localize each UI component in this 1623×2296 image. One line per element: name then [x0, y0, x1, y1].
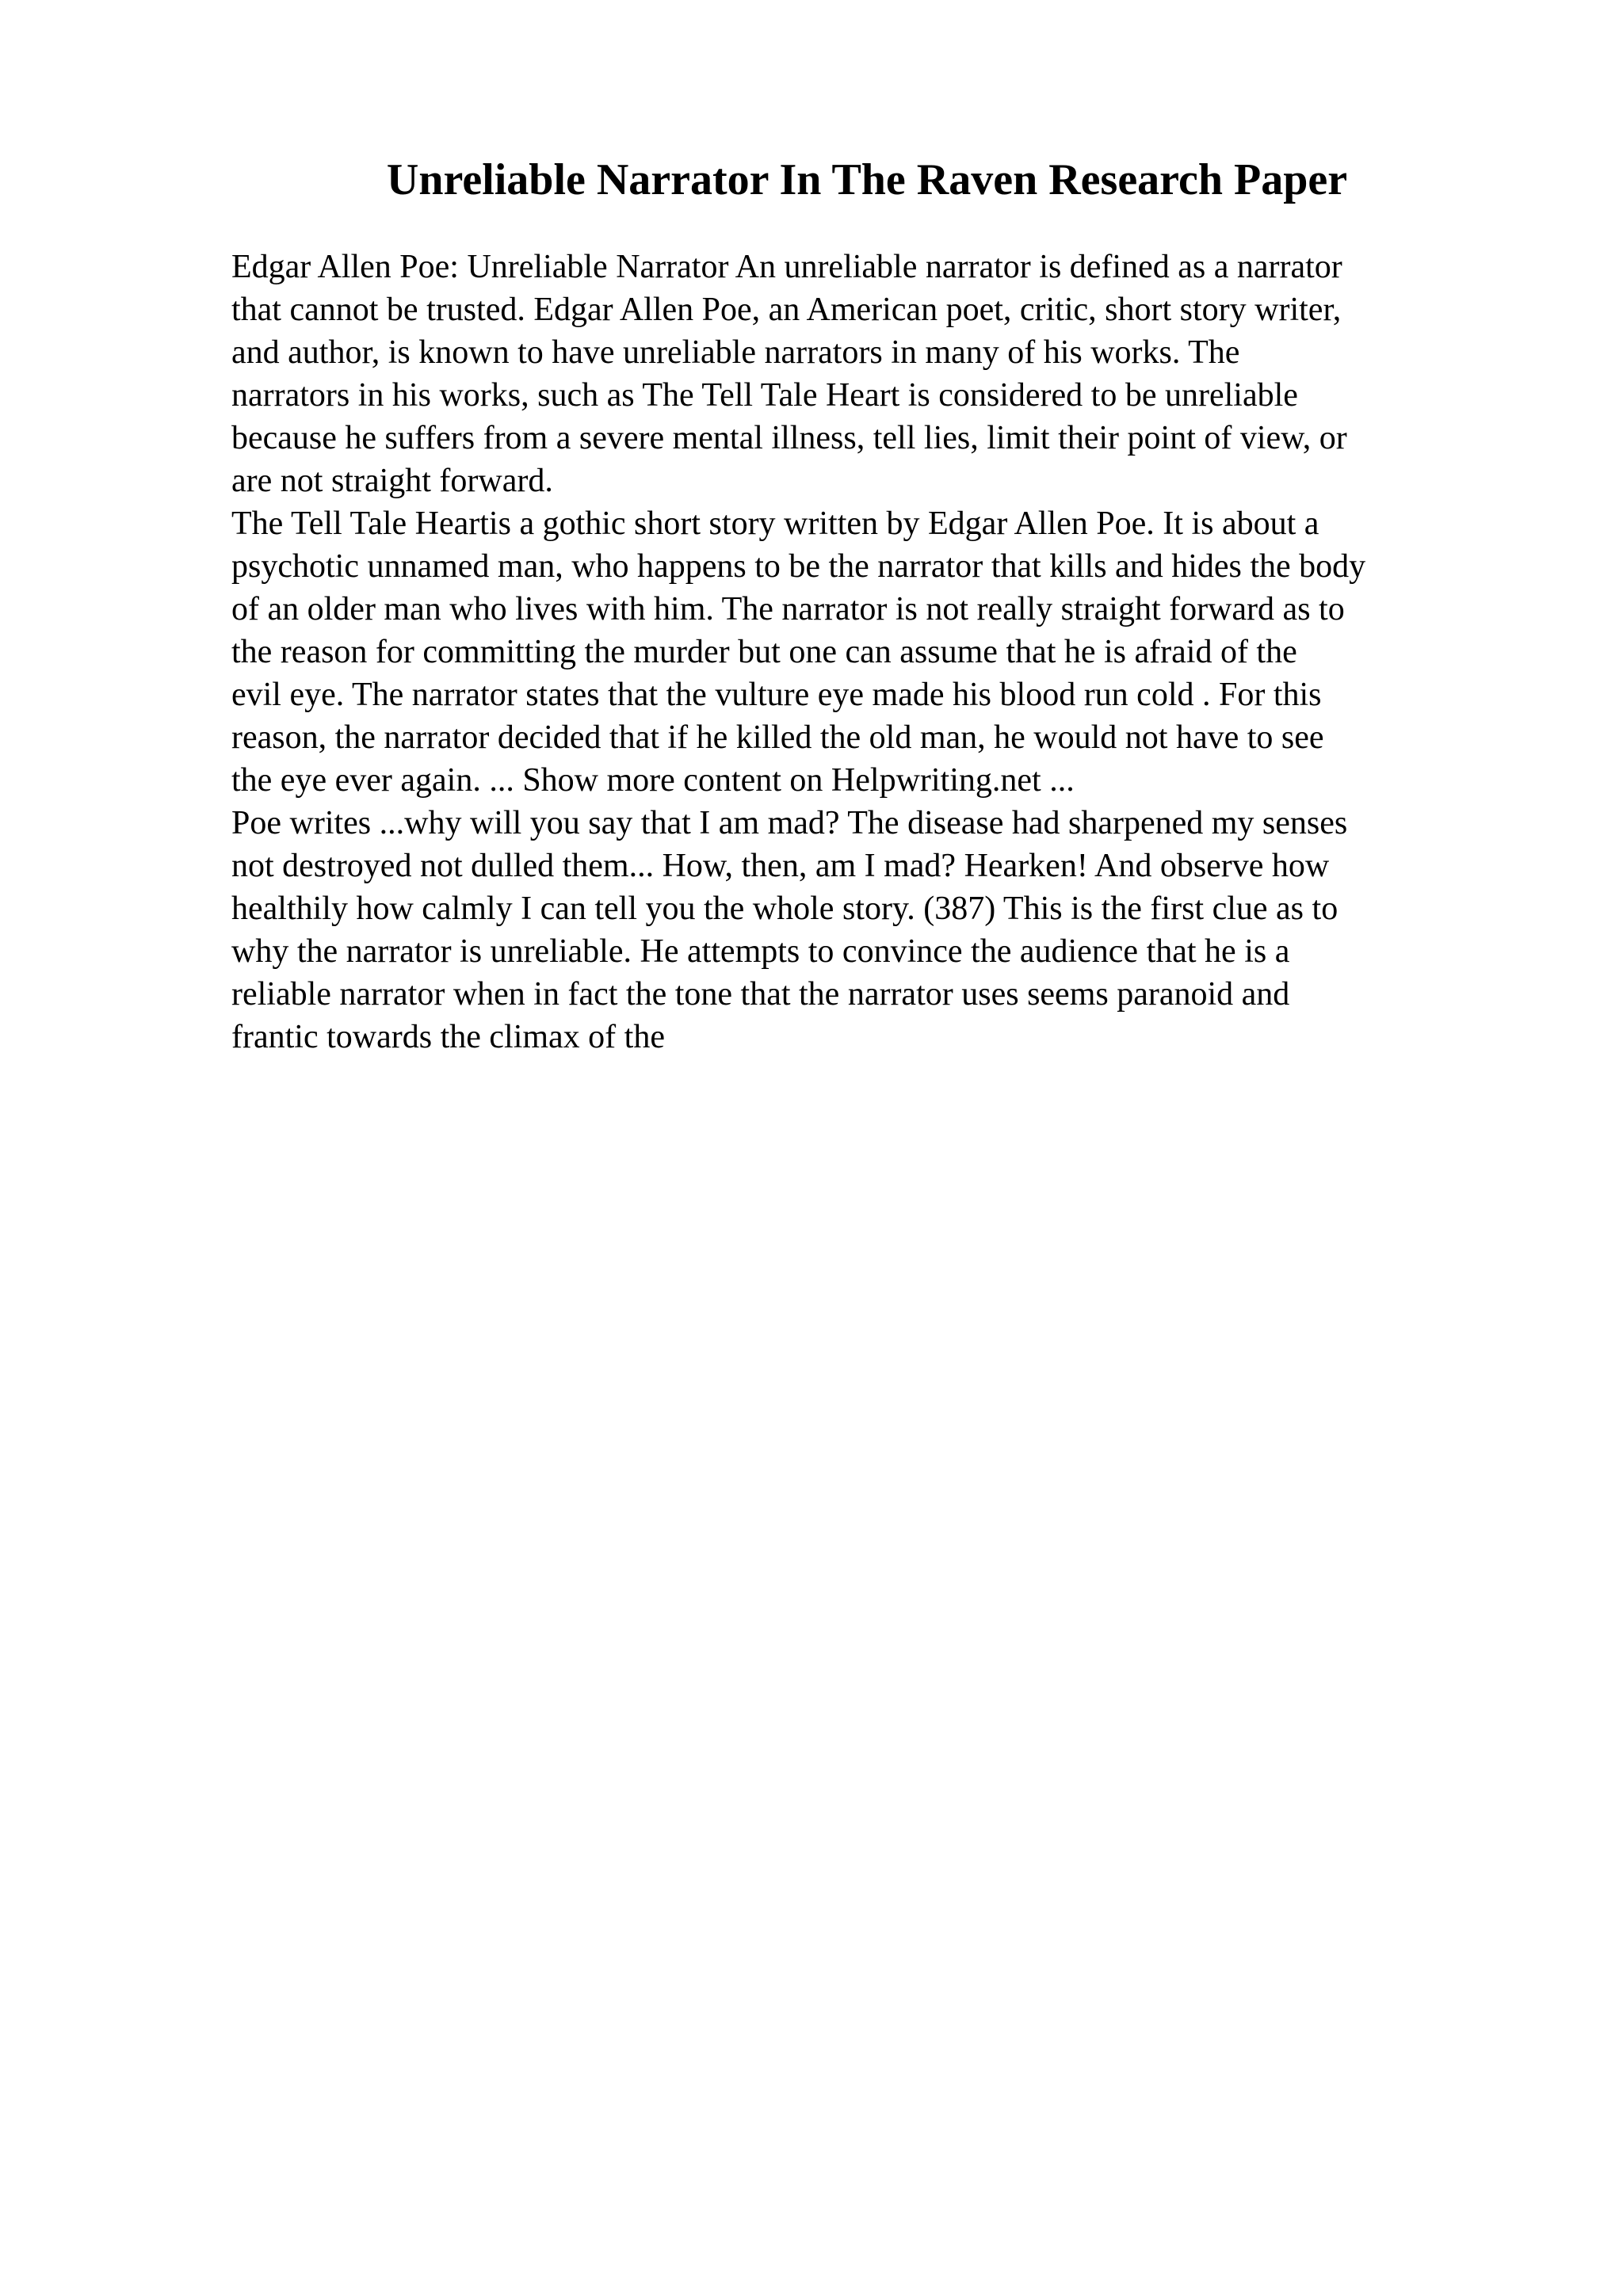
body-line: reason, the narrator decided that if he killed the old man, he would not have to see — [231, 719, 1324, 756]
body-line: narrators in his works, such as The Tell Tale Heart is considered to be unreliable — [231, 377, 1298, 414]
body-line: that cannot be trusted. Edgar Allen Poe, an American poet, critic, short story writer, — [231, 292, 1342, 328]
body-line: the eye ever again. ... Show more content on Helpwriting.net ... — [231, 762, 1075, 799]
body-line: the reason for committing the murder but one can assume that he is afraid of the — [231, 634, 1297, 670]
body-line: frantic towards the climax of the — [231, 1019, 665, 1055]
body-line: Edgar Allen Poe: Unreliable Narrator An unreliable narrator is defined as a narrator — [231, 249, 1342, 285]
body-line: and author, is known to have unreliable narrators in many of his works. The — [231, 334, 1240, 371]
body-line: of an older man who lives with him. The narrator is not really straight forward as to — [231, 591, 1345, 627]
body-line: evil eye. The narrator states that the vulture eye made his blood run cold . For this — [231, 677, 1322, 713]
body-line: why the narrator is unreliable. He attempts to convince the audience that he is a — [231, 933, 1290, 970]
document-title: Unreliable Narrator In The Raven Research Paper — [386, 155, 1348, 204]
body-line: healthily how calmly I can tell you the whole story. (387) This is the first clue as to — [231, 891, 1338, 927]
body-line: reliable narrator when in fact the tone that the narrator uses seems paranoid and — [231, 976, 1290, 1013]
body-line: because he suffers from a severe mental illness, tell lies, limit their point of view, or — [231, 420, 1347, 456]
body-line: psychotic unnamed man, who happens to be the narrator that kills and hides the body — [231, 548, 1366, 585]
body-line: The Tell Tale Heartis a gothic short story written by Edgar Allen Poe. It is about a — [231, 505, 1319, 542]
body-line: are not straight forward. — [231, 463, 553, 499]
body-line: Poe writes ...why will you say that I am mad? The disease had sharpened my senses — [231, 805, 1348, 841]
body-line: not destroyed not dulled them... How, then, am I mad? Hearken! And observe how — [231, 848, 1330, 884]
document-body — [231, 246, 1499, 1058]
